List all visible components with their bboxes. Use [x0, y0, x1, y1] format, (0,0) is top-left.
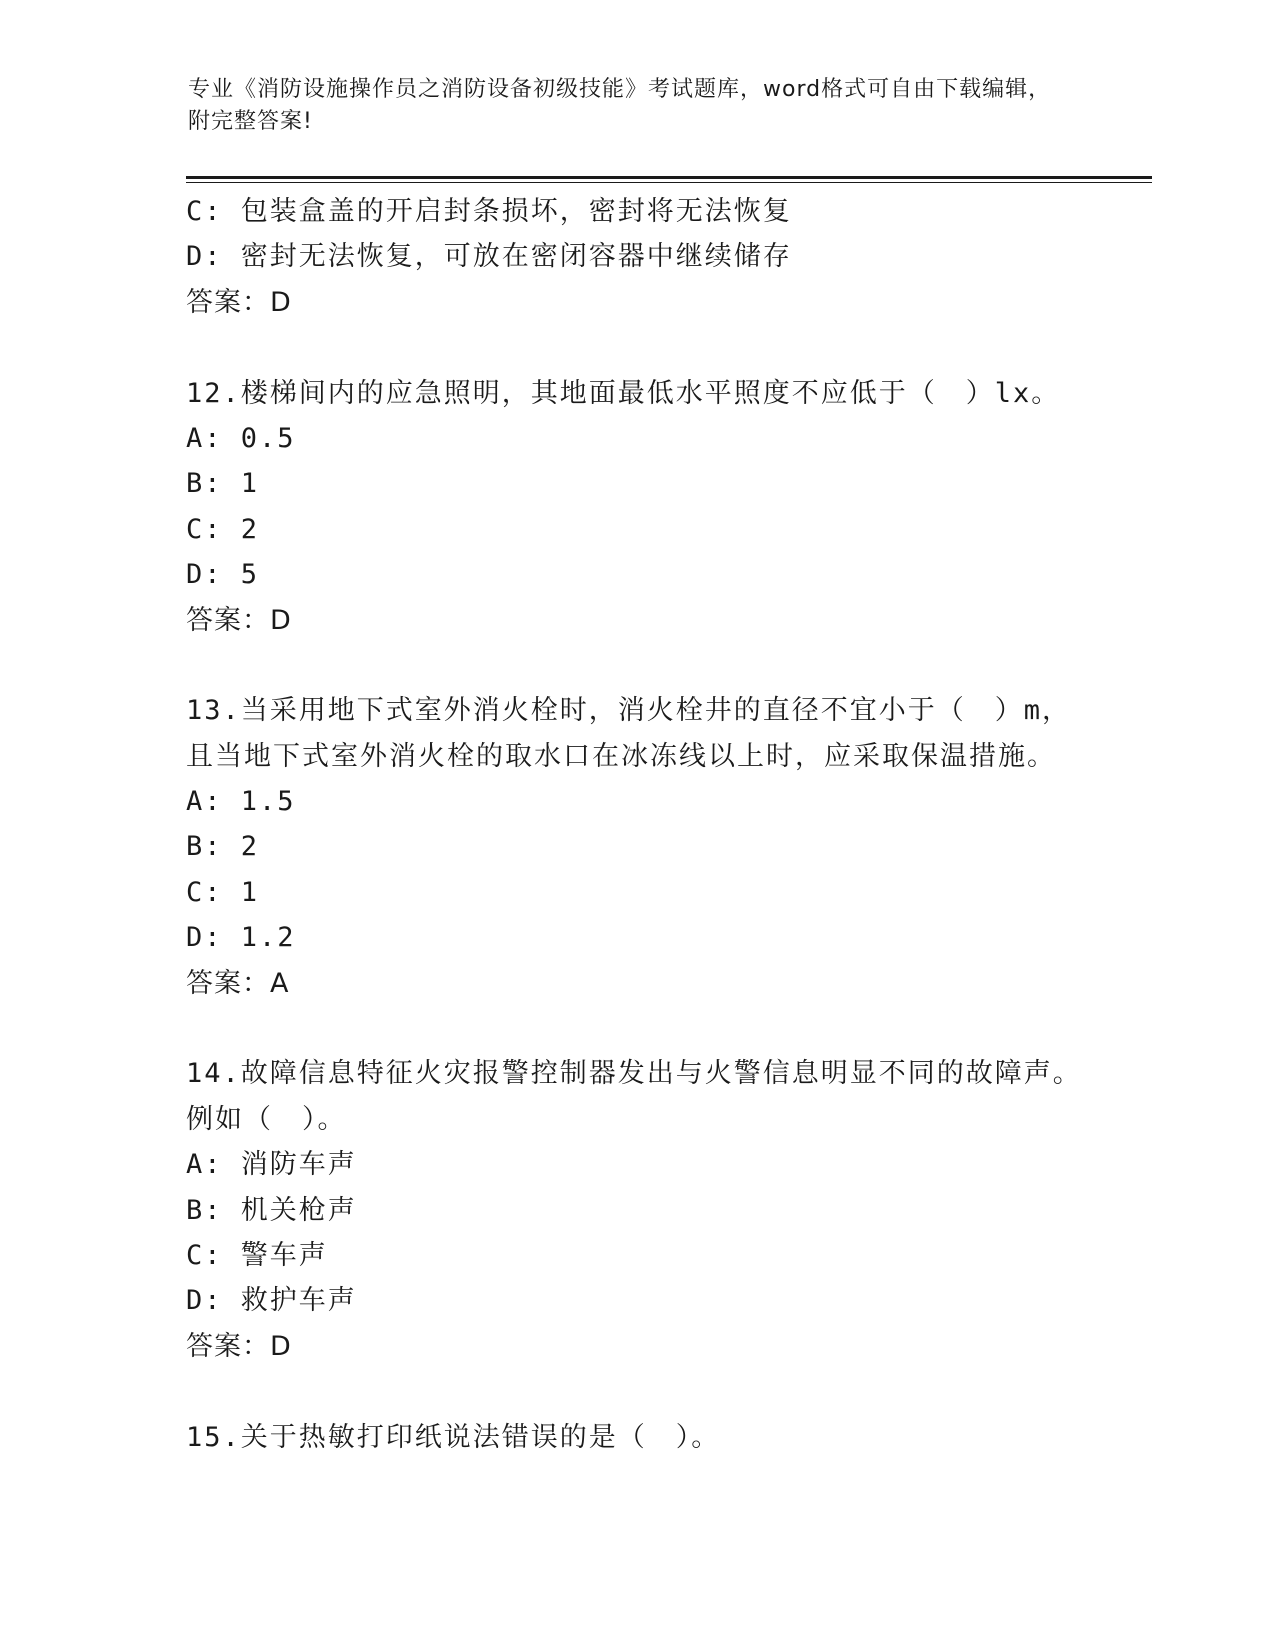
option-c: [186, 189, 1086, 234]
spacer: [186, 1369, 1086, 1414]
spacer: [186, 1006, 1086, 1051]
option-text: 2: [240, 831, 260, 863]
option-text: 包装盒盖的开启封条损坏，密封将无法恢复: [240, 196, 792, 227]
option-label: B:: [186, 468, 223, 500]
option-text: 2: [240, 513, 260, 545]
question-11-continued: [186, 189, 1086, 325]
page-header: 专业《消防设施操作员之消防设备初级技能》考试题库，word格式可自由下载编辑，附完整答案!: [188, 77, 1052, 134]
option-label: D:: [186, 241, 223, 273]
option-label: A:: [186, 1149, 223, 1181]
option-text: 1: [240, 468, 260, 500]
question-12: [186, 371, 1086, 643]
option-text: 0.5: [240, 422, 296, 454]
question-14: [186, 1051, 1086, 1369]
option-d: [186, 234, 1086, 279]
option-a: [186, 416, 1086, 461]
option-label: C:: [186, 1239, 223, 1271]
option-label: C:: [186, 876, 223, 908]
option-label: D:: [186, 1285, 223, 1317]
header-rule-thick: [186, 176, 1152, 179]
option-text: 1: [240, 876, 260, 908]
document-body: [186, 189, 1086, 1460]
spacer: [186, 325, 1086, 370]
option-label: A:: [186, 422, 223, 454]
question-stem: 13.当采用地下式室外消火栓时，消火栓井的直径不宜小于（ ）m，: [186, 695, 1072, 727]
question-13: [186, 688, 1086, 1006]
question-stem: 12.楼梯间内的应急照明，其地面最低水平照度不应低于（ ）lx。: [186, 377, 1061, 409]
option-d: [186, 915, 1086, 960]
option-label: D:: [186, 922, 223, 954]
question-stem: 14.故障信息特征火灾报警控制器发出与火警信息明显不同的故障声。: [186, 1058, 1082, 1090]
option-label: C:: [186, 513, 223, 545]
option-text: 警车声: [240, 1239, 328, 1271]
header-rule-thin: [186, 182, 1152, 183]
option-text: 机关枪声: [240, 1194, 357, 1226]
question-stem-continued: 例如（ ）。: [186, 1103, 347, 1135]
answer-line: 答案：D: [186, 1330, 292, 1362]
option-label: B:: [186, 831, 223, 863]
spacer: [186, 643, 1086, 688]
option-text: 1.2: [240, 922, 296, 954]
option-text: 救护车声: [240, 1285, 357, 1317]
answer-line: 答案：D: [186, 604, 292, 636]
option-label: B:: [186, 1194, 223, 1226]
option-a: [186, 1142, 1086, 1187]
question-stem: 15.关于热敏打印纸说法错误的是（ ）。: [186, 1421, 721, 1453]
option-c: [186, 1233, 1086, 1278]
question-stem-continued: 且当地下式室外消火栓的取水口在冰冻线以上时，应采取保温措施。: [186, 740, 1056, 772]
answer-line: 答案：D: [186, 286, 292, 318]
option-b: [186, 824, 1086, 869]
question-15: [186, 1415, 1086, 1460]
answer-line: 答案：A: [186, 967, 290, 999]
option-text: 1.5: [240, 786, 296, 818]
option-b: [186, 1188, 1086, 1233]
option-c: [186, 870, 1086, 915]
option-d: [186, 552, 1086, 597]
option-label: D:: [186, 559, 223, 591]
option-text: 5: [240, 559, 260, 591]
option-text: 消防车声: [240, 1149, 357, 1181]
option-text: 密封无法恢复，可放在密闭容器中继续储存: [240, 241, 792, 273]
option-label: C:: [186, 196, 223, 227]
option-a: [186, 779, 1086, 824]
option-d: [186, 1278, 1086, 1323]
option-c: [186, 507, 1086, 552]
option-b: [186, 461, 1086, 506]
option-label: A:: [186, 786, 223, 818]
